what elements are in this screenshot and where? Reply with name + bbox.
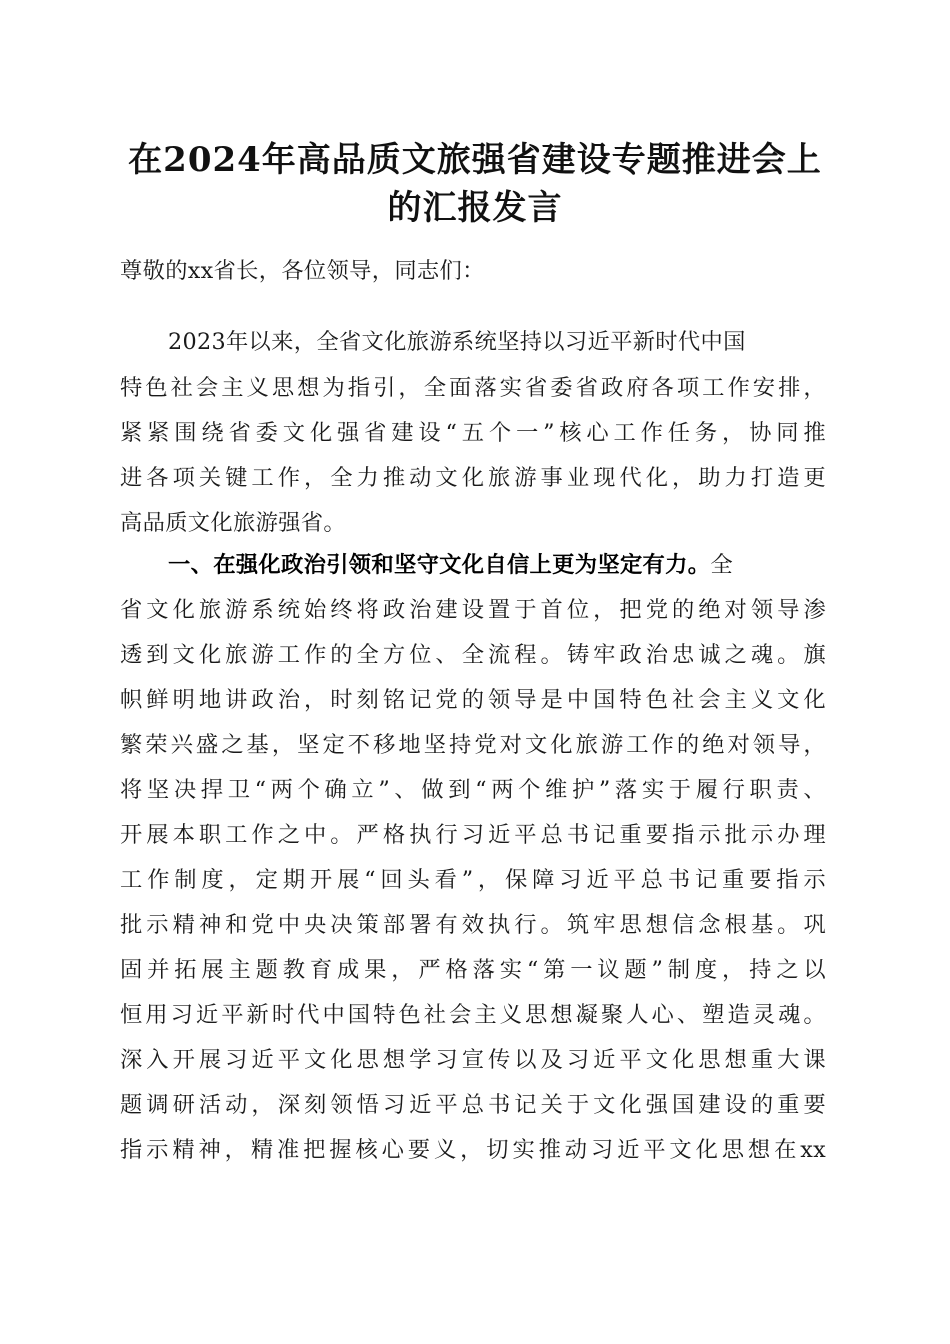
section-1-line: 将坚决捍卫“两个确立”、做到“两个维护”落实于履行职责、 xyxy=(120,777,826,803)
section-1-first-line xyxy=(168,550,826,580)
section-1-line: 透到文化旅游工作的全方位、全流程。铸牢政治忠诚之魂。旗 xyxy=(120,642,826,668)
intro-line-2: 特色社会主义思想为指引，全面落实省委省政府各项工作安排， xyxy=(120,375,826,401)
section-1-line: 开展本职工作之中。严格执行习近平总书记重要指示批示办理 xyxy=(120,822,826,848)
section-1-line: 工作制度，定期开展“回头看”，保障习近平总书记重要指示 xyxy=(120,867,826,893)
section-1-line: 深入开展习近平文化思想学习宣传以及习近平文化思想重大课 xyxy=(120,1047,826,1073)
section-1-line: 帜鲜明地讲政治，时刻铭记党的领导是中国特色社会主义文化 xyxy=(120,687,826,713)
section-1-heading: 一、在强化政治引领和坚守文化自信上更为坚定有力。 xyxy=(168,552,711,578)
section-1-line: 指示精神，精准把握核心要义，切实推动习近平文化思想在xx xyxy=(120,1137,826,1163)
section-1-line: 繁荣兴盛之基，坚定不移地坚持党对文化旅游工作的绝对领导， xyxy=(120,732,826,758)
salutation: 尊敬的xx省长，各位领导，同志们： xyxy=(120,258,485,284)
intro-line-3: 紧紧围绕省委文化强省建设“五个一”核心工作任务，协同推 xyxy=(120,420,826,446)
document-title-line-1: 在2024年高品质文旅强省建设专题推进会上 xyxy=(128,140,822,180)
section-1-line: 恒用习近平新时代中国特色社会主义思想凝聚人心、塑造灵魂。 xyxy=(120,1002,826,1028)
intro-line-5: 高品质文化旅游强省。 xyxy=(120,510,346,536)
section-1-line: 批示精神和党中央决策部署有效执行。筑牢思想信念根基。巩 xyxy=(120,912,826,938)
intro-line-4: 进各项关键工作，全力推动文化旅游事业现代化，助力打造更 xyxy=(120,465,826,491)
section-1-line: 省文化旅游系统始终将政治建设置于首位，把党的绝对领导渗 xyxy=(120,597,826,623)
section-1-line: 题调研活动，深刻领悟习近平总书记关于文化强国建设的重要 xyxy=(120,1092,826,1118)
document-title-line-2: 的汇报发言 xyxy=(387,188,563,228)
section-1-first-line-tail: 全 xyxy=(710,552,733,578)
section-1-line: 固并拓展主题教育成果，严格落实“第一议题”制度，持之以 xyxy=(120,957,826,983)
intro-line-1: 2023年以来，全省文化旅游系统坚持以习近平新时代中国 xyxy=(168,329,746,355)
